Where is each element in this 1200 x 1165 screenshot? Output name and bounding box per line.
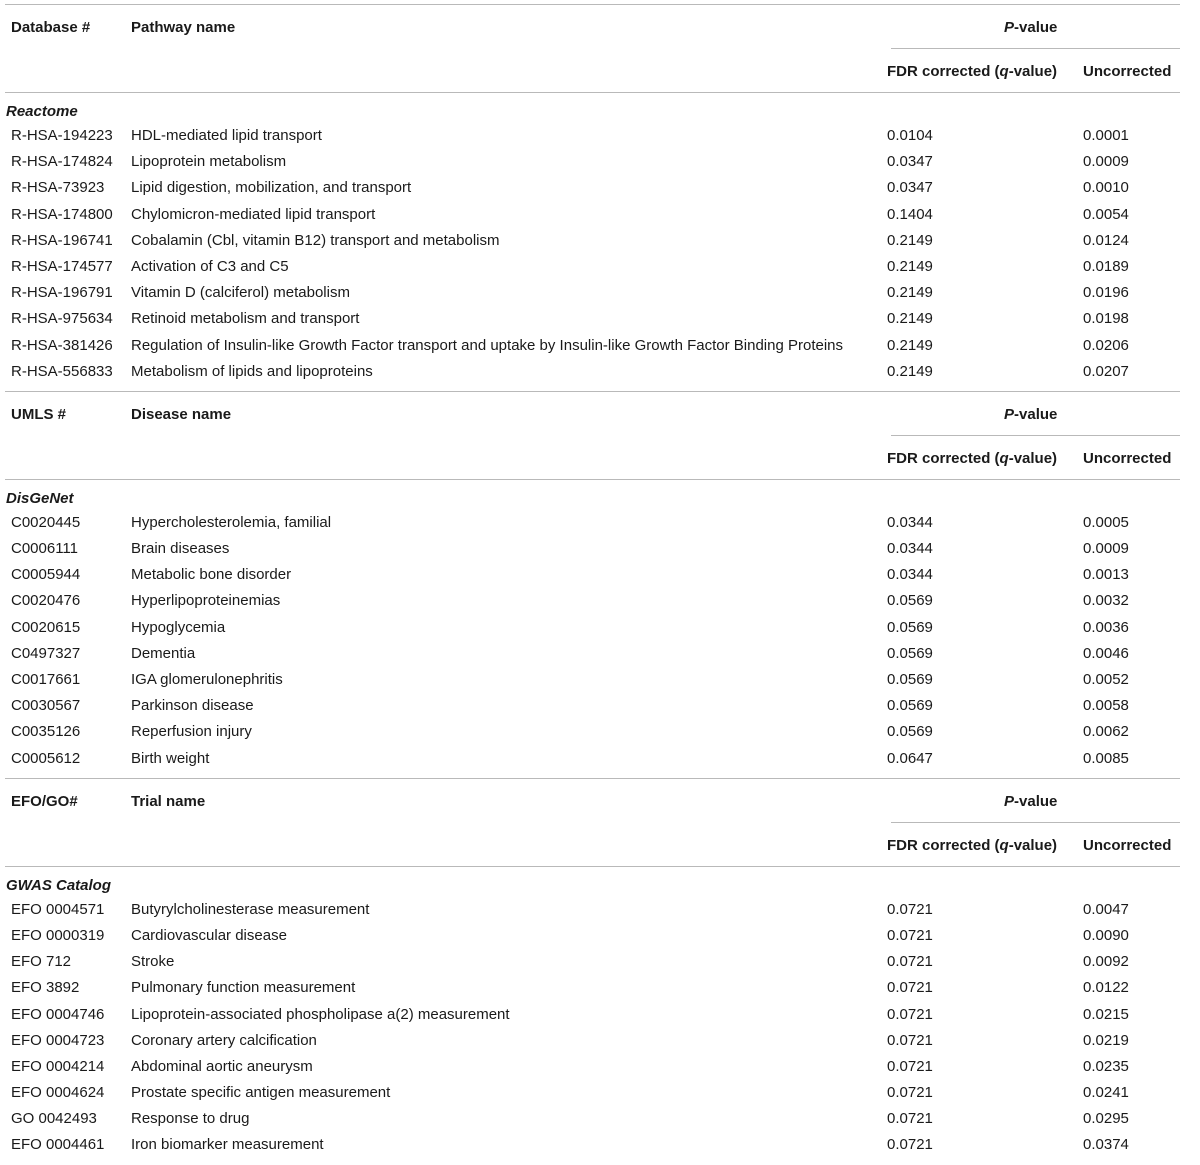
row-name: Birth weight <box>131 749 210 767</box>
table-row <box>5 898 1180 924</box>
section-header <box>5 391 1180 480</box>
group-label <box>5 93 1180 124</box>
row-id: EFO 0004746 <box>11 1005 105 1023</box>
row-name: Retinoid metabolism and transport <box>131 310 360 328</box>
row-uncorrected-value: 0.0206 <box>1083 336 1129 354</box>
name-column-header: Disease name <box>131 405 232 423</box>
row-uncorrected-value: 0.0052 <box>1083 671 1129 688</box>
row-fdr-value: 0.0721 <box>887 1084 933 1102</box>
fdr-label-q: q <box>999 63 1009 80</box>
table-row <box>5 1003 1180 1029</box>
fdr-label-post: -value) <box>1008 449 1058 467</box>
fdr-label-post: -value) <box>1008 63 1058 80</box>
row-uncorrected-value: 0.0124 <box>1083 231 1129 249</box>
row-fdr-value: 0.0569 <box>887 592 933 610</box>
row-fdr-value: 0.0721 <box>887 1005 933 1023</box>
table-row <box>5 747 1180 773</box>
pvalue-prefix: P <box>1004 405 1015 423</box>
row-id: EFO 0004624 <box>11 1084 105 1102</box>
table-row <box>5 1029 1180 1055</box>
row-fdr-value: 0.0721 <box>887 979 933 997</box>
row-fdr-value: 0.2149 <box>887 284 933 302</box>
row-uncorrected-value: 0.0032 <box>1083 592 1129 610</box>
row-name: Cobalamin (Cbl, vitamin B12) transport and metabolism <box>131 231 500 249</box>
row-uncorrected-value: 0.0198 <box>1083 310 1129 328</box>
row-name: Parkinson disease <box>131 697 254 715</box>
row-id: EFO 712 <box>11 953 72 971</box>
row-id: C0497327 <box>11 644 81 662</box>
table-row <box>5 668 1180 694</box>
row-name: Response to drug <box>131 1110 250 1128</box>
row-fdr-value: 0.0721 <box>887 1031 933 1049</box>
row-name: Activation of C3 and C5 <box>131 257 289 275</box>
row-fdr-value: 0.0721 <box>887 1110 933 1128</box>
fdr-label-q: q <box>999 836 1009 854</box>
group-title: Reactome <box>6 103 78 120</box>
row-id: C0005944 <box>11 566 81 584</box>
row-fdr-value: 0.0569 <box>887 618 933 636</box>
row-id: C0035126 <box>11 723 81 741</box>
row-id: EFO 0004723 <box>11 1031 105 1049</box>
table-row <box>5 1081 1180 1107</box>
pvalue-suffix: -value <box>1014 405 1058 423</box>
row-uncorrected-value: 0.0235 <box>1083 1057 1129 1075</box>
row-fdr-value: 0.0569 <box>887 671 933 688</box>
row-uncorrected-value: 0.0009 <box>1083 540 1129 558</box>
row-uncorrected-value: 0.0295 <box>1083 1110 1129 1128</box>
row-fdr-value: 0.0647 <box>887 749 933 767</box>
row-name: Vitamin D (calciferol) metabolism <box>131 284 350 302</box>
row-id: C0030567 <box>11 697 81 715</box>
id-column-header: EFO/GO# <box>11 792 78 810</box>
row-fdr-value: 0.0569 <box>887 644 933 662</box>
row-uncorrected-value: 0.0062 <box>1083 723 1129 741</box>
row-uncorrected-value: 0.0092 <box>1083 953 1129 971</box>
row-fdr-value: 0.0721 <box>887 900 933 918</box>
table-row <box>5 563 1180 589</box>
row-uncorrected-value: 0.0013 <box>1083 566 1129 584</box>
row-id: R-HSA-381426 <box>11 336 113 354</box>
id-column-header: UMLS # <box>11 405 67 423</box>
name-column-header: Trial name <box>131 792 206 810</box>
table-row <box>5 589 1180 615</box>
row-id: R-HSA-194223 <box>11 127 113 144</box>
row-fdr-value: 0.0344 <box>887 513 933 531</box>
uncorrected-column-header: Uncorrected <box>1083 63 1172 80</box>
fdr-label-q: q <box>999 449 1009 467</box>
row-name: Hyperlipoproteinemias <box>131 592 281 610</box>
row-fdr-value: 0.0104 <box>887 127 933 144</box>
group-label <box>5 867 1180 898</box>
row-id: C0020445 <box>11 513 81 531</box>
row-name: Pulmonary function measurement <box>131 979 356 997</box>
fdr-label-post: -value) <box>1008 836 1058 854</box>
section-spacer <box>5 1160 1180 1165</box>
section-header <box>5 4 1180 93</box>
section-header <box>5 778 1180 867</box>
row-name: Reperfusion injury <box>131 723 252 741</box>
row-fdr-value: 0.1404 <box>887 205 933 223</box>
row-id: R-HSA-975634 <box>11 310 113 328</box>
row-name: Dementia <box>131 644 196 662</box>
pvalue-suffix: -value <box>1014 19 1058 36</box>
table-row <box>5 1055 1180 1081</box>
row-name: Abdominal aortic aneurysm <box>131 1057 313 1075</box>
table-section <box>5 4 1180 391</box>
row-id: R-HSA-174824 <box>11 153 113 171</box>
row-fdr-value: 0.2149 <box>887 362 933 380</box>
table-row <box>5 976 1180 1002</box>
table-row <box>5 255 1180 281</box>
row-id: R-HSA-196791 <box>11 284 113 302</box>
row-id: R-HSA-174577 <box>11 257 113 275</box>
row-name: Coronary artery calcification <box>131 1031 317 1049</box>
row-uncorrected-value: 0.0215 <box>1083 1005 1129 1023</box>
row-uncorrected-value: 0.0001 <box>1083 127 1129 144</box>
uncorrected-column-header: Uncorrected <box>1083 449 1172 467</box>
row-name: Stroke <box>131 953 175 971</box>
row-id: R-HSA-73923 <box>11 179 105 197</box>
row-uncorrected-value: 0.0241 <box>1083 1084 1129 1102</box>
pvalue-prefix: P <box>1004 19 1015 36</box>
group-title: DisGeNet <box>6 489 74 507</box>
fdr-label-pre: FDR corrected ( <box>887 63 1000 80</box>
table-row <box>5 1107 1180 1133</box>
row-id: EFO 0000319 <box>11 926 105 944</box>
row-id: EFO 3892 <box>11 979 80 997</box>
row-fdr-value: 0.0721 <box>887 926 933 944</box>
table-row <box>5 229 1180 255</box>
table-section <box>5 778 1180 1165</box>
group-label <box>5 480 1180 511</box>
row-id: C0006111 <box>11 540 79 558</box>
row-uncorrected-value: 0.0085 <box>1083 749 1129 767</box>
row-uncorrected-value: 0.0005 <box>1083 513 1129 531</box>
pvalue-header <box>1004 793 1057 810</box>
row-fdr-value: 0.0569 <box>887 723 933 741</box>
row-fdr-value: 0.0569 <box>887 697 933 715</box>
row-name: Chylomicron-mediated lipid transport <box>131 205 376 223</box>
pvalue-divider <box>891 822 1180 823</box>
row-fdr-value: 0.0347 <box>887 153 933 171</box>
table-row <box>5 537 1180 563</box>
table-row <box>5 360 1180 386</box>
row-uncorrected-value: 0.0374 <box>1083 1136 1129 1154</box>
table-row <box>5 150 1180 176</box>
row-uncorrected-value: 0.0047 <box>1083 900 1129 918</box>
table-row <box>5 950 1180 976</box>
row-name: Cardiovascular disease <box>131 926 287 944</box>
row-uncorrected-value: 0.0207 <box>1083 362 1129 380</box>
row-fdr-value: 0.2149 <box>887 231 933 249</box>
row-id: EFO 0004461 <box>11 1136 105 1154</box>
row-fdr-value: 0.0721 <box>887 1057 933 1075</box>
row-id: R-HSA-196741 <box>11 231 113 249</box>
row-name: Hypercholesterolemia, familial <box>131 513 332 531</box>
row-id: GO 0042493 <box>11 1110 97 1128</box>
pvalue-header <box>1004 406 1057 423</box>
row-fdr-value: 0.0344 <box>887 566 933 584</box>
row-fdr-value: 0.2149 <box>887 257 933 275</box>
table-row <box>5 203 1180 229</box>
row-name: IGA glomerulonephritis <box>131 671 283 688</box>
row-fdr-value: 0.0344 <box>887 540 933 558</box>
fdr-column-header <box>887 63 1057 80</box>
pvalue-header <box>1004 19 1057 36</box>
row-fdr-value: 0.0721 <box>887 953 933 971</box>
row-uncorrected-value: 0.0189 <box>1083 257 1129 275</box>
id-column-header: Database # <box>11 19 91 36</box>
row-id: C0005612 <box>11 749 81 767</box>
fdr-column-header <box>887 450 1057 467</box>
table-row <box>5 642 1180 668</box>
table-row <box>5 720 1180 746</box>
row-id: C0017661 <box>11 671 81 688</box>
table-row <box>5 176 1180 202</box>
row-uncorrected-value: 0.0122 <box>1083 979 1129 997</box>
row-fdr-value: 0.0347 <box>887 179 933 197</box>
row-id: C0020615 <box>11 618 81 636</box>
row-id: EFO 0004214 <box>11 1057 105 1075</box>
row-name: Lipid digestion, mobilization, and transport <box>131 179 412 197</box>
row-uncorrected-value: 0.0009 <box>1083 153 1129 171</box>
row-name: Brain diseases <box>131 540 230 558</box>
row-name: Hypoglycemia <box>131 618 226 636</box>
group-title: GWAS Catalog <box>6 876 112 894</box>
row-name: Lipoprotein-associated phospholipase a(2) measurement <box>131 1005 510 1023</box>
row-uncorrected-value: 0.0219 <box>1083 1031 1129 1049</box>
row-fdr-value: 0.0721 <box>887 1136 933 1154</box>
table-row <box>5 924 1180 950</box>
table-row <box>5 1133 1180 1159</box>
table-row <box>5 307 1180 333</box>
table-row <box>5 694 1180 720</box>
pvalue-divider <box>891 48 1180 49</box>
pvalue-divider <box>891 435 1180 436</box>
table-row <box>5 616 1180 642</box>
row-uncorrected-value: 0.0010 <box>1083 179 1129 197</box>
row-id: C0020476 <box>11 592 81 610</box>
row-uncorrected-value: 0.0046 <box>1083 644 1129 662</box>
row-name: Metabolic bone disorder <box>131 566 292 584</box>
table-row <box>5 281 1180 307</box>
row-name: HDL-mediated lipid transport <box>131 127 322 144</box>
enrichment-table <box>5 4 1180 1165</box>
table-section <box>5 391 1180 778</box>
row-uncorrected-value: 0.0090 <box>1083 926 1129 944</box>
row-name: Butyrylcholinesterase measurement <box>131 900 370 918</box>
row-name: Regulation of Insulin-like Growth Factor transport and uptake by Insulin-like Growth Factor Binding Proteins <box>131 336 844 354</box>
fdr-label-pre: FDR corrected ( <box>887 836 1000 854</box>
row-uncorrected-value: 0.0196 <box>1083 284 1129 302</box>
table-row <box>5 511 1180 537</box>
pvalue-suffix: -value <box>1014 792 1058 810</box>
fdr-column-header <box>887 837 1057 854</box>
name-column-header: Pathway name <box>131 19 236 36</box>
row-name: Lipoprotein metabolism <box>131 153 287 171</box>
table-row <box>5 334 1180 360</box>
row-uncorrected-value: 0.0058 <box>1083 697 1129 715</box>
table-row <box>5 124 1180 150</box>
row-uncorrected-value: 0.0036 <box>1083 618 1129 636</box>
row-fdr-value: 0.2149 <box>887 336 933 354</box>
row-name: Prostate specific antigen measurement <box>131 1084 391 1102</box>
row-fdr-value: 0.2149 <box>887 310 933 328</box>
fdr-label-pre: FDR corrected ( <box>887 449 1000 467</box>
row-id: EFO 0004571 <box>11 900 105 918</box>
row-name: Iron biomarker measurement <box>131 1136 324 1154</box>
row-uncorrected-value: 0.0054 <box>1083 205 1129 223</box>
uncorrected-column-header: Uncorrected <box>1083 836 1172 854</box>
row-name: Metabolism of lipids and lipoproteins <box>131 362 373 380</box>
row-id: R-HSA-556833 <box>11 362 113 380</box>
row-id: R-HSA-174800 <box>11 205 113 223</box>
pvalue-prefix: P <box>1004 792 1015 810</box>
